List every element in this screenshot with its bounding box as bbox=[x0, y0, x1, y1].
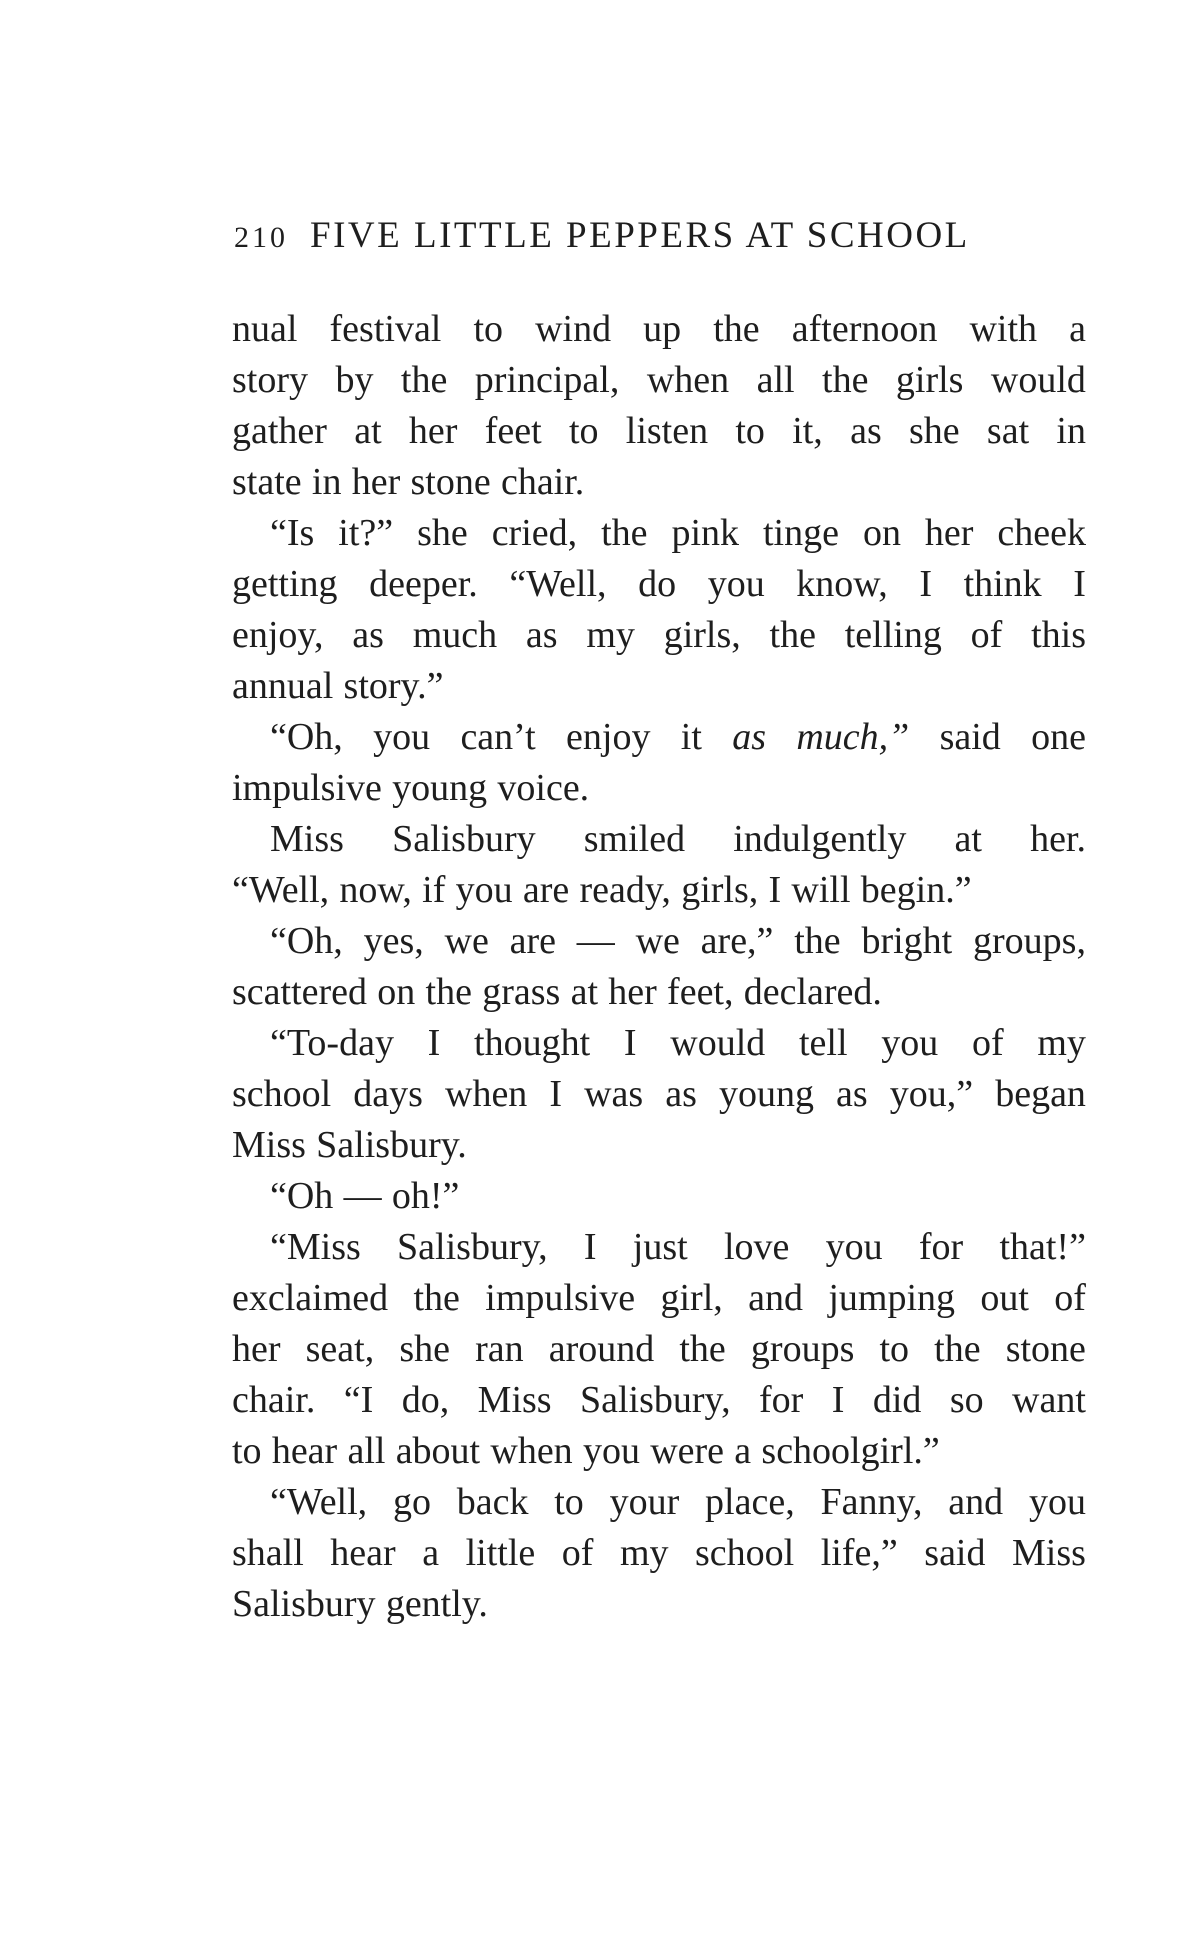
word: “To-day bbox=[270, 1022, 394, 1064]
word: Salisbury, bbox=[397, 1226, 548, 1268]
word: about bbox=[395, 1430, 481, 1472]
word: out bbox=[980, 1277, 1029, 1319]
word: her bbox=[608, 971, 657, 1013]
text-line bbox=[232, 508, 1086, 559]
word: smiled bbox=[583, 818, 686, 860]
text-line bbox=[232, 712, 1086, 763]
word: on bbox=[862, 512, 901, 554]
word: as bbox=[850, 410, 882, 452]
word: “Well, bbox=[509, 563, 607, 605]
word: thought bbox=[474, 1022, 591, 1064]
word: ready, bbox=[579, 869, 671, 911]
word: would bbox=[990, 359, 1086, 401]
word: to bbox=[879, 1328, 910, 1370]
word: indulgently bbox=[733, 818, 907, 860]
word: chair. bbox=[232, 1379, 316, 1421]
text-line bbox=[232, 661, 1086, 712]
word: Miss bbox=[1012, 1532, 1086, 1574]
word: as bbox=[732, 716, 766, 758]
word: in bbox=[1056, 410, 1086, 452]
word: feet, bbox=[667, 971, 734, 1013]
word: my bbox=[586, 614, 635, 656]
word: Miss bbox=[270, 818, 344, 860]
word: you bbox=[707, 563, 765, 605]
word: just bbox=[632, 1226, 688, 1268]
word: Miss bbox=[477, 1379, 552, 1421]
word: wind bbox=[535, 308, 612, 350]
word: state bbox=[232, 461, 302, 503]
word: much bbox=[412, 614, 498, 656]
word: you,” bbox=[889, 1073, 974, 1115]
word: said bbox=[939, 716, 1001, 758]
word: days bbox=[353, 1073, 423, 1115]
body-text bbox=[232, 304, 1086, 1630]
word: my bbox=[1037, 1022, 1086, 1064]
word: ran bbox=[475, 1328, 524, 1370]
word: it bbox=[680, 716, 702, 758]
word: Miss bbox=[232, 1124, 306, 1166]
word: sat bbox=[986, 410, 1030, 452]
word: groups, bbox=[973, 920, 1086, 962]
word: exclaimed bbox=[232, 1277, 389, 1319]
word: her bbox=[924, 512, 974, 554]
word: tinge bbox=[763, 512, 839, 554]
word: tell bbox=[798, 1022, 848, 1064]
word: now, bbox=[339, 869, 412, 911]
word: school bbox=[695, 1532, 795, 1574]
word: principal, bbox=[474, 359, 620, 401]
word: on bbox=[377, 971, 416, 1013]
word: you bbox=[582, 1430, 640, 1472]
word: Salisbury. bbox=[316, 1124, 467, 1166]
word: you bbox=[373, 716, 431, 758]
word: groups bbox=[750, 1328, 855, 1370]
word: did bbox=[872, 1379, 922, 1421]
text-line bbox=[232, 865, 1086, 916]
text-line bbox=[232, 1579, 1086, 1630]
word: the bbox=[713, 308, 760, 350]
word: oh!” bbox=[391, 1175, 460, 1217]
word: schoolgirl.” bbox=[761, 1430, 940, 1472]
word: story.” bbox=[343, 665, 444, 707]
word: was bbox=[584, 1073, 644, 1115]
text-line bbox=[232, 1120, 1086, 1171]
text-line bbox=[232, 1324, 1086, 1375]
word: pink bbox=[671, 512, 740, 554]
word: Salisbury bbox=[232, 1583, 376, 1625]
word: at bbox=[354, 410, 382, 452]
word: hear bbox=[330, 1532, 396, 1574]
word: seat, bbox=[305, 1328, 375, 1370]
word: enjoy bbox=[566, 716, 651, 758]
text-line bbox=[232, 814, 1086, 865]
word: story bbox=[232, 359, 308, 401]
word: you bbox=[825, 1226, 883, 1268]
word: “Well, bbox=[232, 869, 330, 911]
word: grass bbox=[482, 971, 561, 1013]
text-line bbox=[232, 1477, 1086, 1528]
word: love bbox=[723, 1226, 790, 1268]
word: the bbox=[413, 1277, 460, 1319]
word: place, bbox=[705, 1481, 795, 1523]
word: her bbox=[408, 410, 458, 452]
word: cheek bbox=[997, 512, 1086, 554]
text-line bbox=[232, 1069, 1086, 1120]
text-line bbox=[232, 1171, 1086, 1222]
word: one bbox=[1031, 716, 1086, 758]
word: will bbox=[791, 869, 851, 911]
word: chair. bbox=[500, 461, 585, 503]
word: nual bbox=[232, 308, 298, 350]
text-line bbox=[232, 406, 1086, 457]
word: voice. bbox=[497, 767, 590, 809]
word: and bbox=[748, 1277, 803, 1319]
word: a bbox=[422, 1532, 440, 1574]
word: when bbox=[490, 1430, 573, 1472]
text-line bbox=[232, 1426, 1086, 1477]
word: a bbox=[734, 1430, 752, 1472]
word: the bbox=[400, 359, 448, 401]
word: I bbox=[919, 563, 932, 605]
word: this bbox=[1031, 614, 1086, 656]
word: it, bbox=[792, 410, 823, 452]
word: of bbox=[561, 1532, 594, 1574]
word: go bbox=[392, 1481, 431, 1523]
word: I bbox=[768, 869, 782, 911]
word: I bbox=[427, 1022, 441, 1064]
word: the bbox=[425, 971, 472, 1013]
word: impulsive bbox=[232, 767, 382, 809]
word: Salisbury bbox=[392, 818, 536, 860]
word: when bbox=[445, 1073, 528, 1115]
word: we bbox=[444, 920, 489, 962]
word: for bbox=[918, 1226, 964, 1268]
running-title: FIVE LITTLE PEPPERS AT SCHOOL bbox=[310, 215, 970, 256]
text-line bbox=[232, 1375, 1086, 1426]
word: bright bbox=[861, 920, 953, 962]
word: stone bbox=[1005, 1328, 1086, 1370]
word: back bbox=[456, 1481, 529, 1523]
word: her bbox=[232, 1328, 281, 1370]
word: little bbox=[465, 1532, 536, 1574]
word: yes, bbox=[363, 920, 424, 962]
text-line bbox=[232, 304, 1086, 355]
word: to bbox=[735, 410, 765, 452]
word: she bbox=[909, 410, 960, 452]
word: — bbox=[576, 920, 615, 962]
word: “Oh, bbox=[270, 920, 343, 962]
word: my bbox=[619, 1532, 669, 1574]
word: the bbox=[601, 512, 648, 554]
word: as bbox=[352, 614, 384, 656]
word: Fanny, bbox=[820, 1481, 923, 1523]
word: around bbox=[548, 1328, 655, 1370]
word: jumping bbox=[828, 1277, 956, 1319]
word: gently. bbox=[385, 1583, 488, 1625]
word: want bbox=[1012, 1379, 1086, 1421]
word: she bbox=[399, 1328, 450, 1370]
word: her. bbox=[1030, 818, 1086, 860]
text-line bbox=[232, 1273, 1086, 1324]
word: life,” bbox=[820, 1532, 898, 1574]
word: you bbox=[1028, 1481, 1086, 1523]
word: “I bbox=[343, 1379, 374, 1421]
word: began bbox=[995, 1073, 1086, 1115]
word: deeper. bbox=[369, 563, 478, 605]
word: Salisbury, bbox=[580, 1379, 731, 1421]
word: declared. bbox=[743, 971, 882, 1013]
word: said bbox=[924, 1532, 986, 1574]
word: in bbox=[311, 461, 342, 503]
word: as bbox=[836, 1073, 868, 1115]
word: to bbox=[568, 410, 599, 452]
word: by bbox=[335, 359, 374, 401]
word: the bbox=[822, 359, 869, 401]
word: do, bbox=[401, 1379, 450, 1421]
word: girls bbox=[895, 359, 964, 401]
word: the bbox=[769, 614, 816, 656]
word: as bbox=[525, 614, 558, 656]
text-line bbox=[232, 457, 1086, 508]
word: “Is bbox=[270, 512, 315, 554]
word: do bbox=[638, 563, 677, 605]
text-line bbox=[232, 1528, 1086, 1579]
word: the bbox=[934, 1328, 981, 1370]
text-line bbox=[232, 610, 1086, 661]
running-head bbox=[234, 214, 1084, 264]
word: I bbox=[583, 1226, 597, 1268]
word: begin.” bbox=[860, 869, 972, 911]
word: to bbox=[473, 308, 504, 350]
word: she bbox=[417, 512, 468, 554]
word: telling bbox=[844, 614, 942, 656]
word: can’t bbox=[460, 716, 536, 758]
word: that!” bbox=[999, 1226, 1086, 1268]
word: I bbox=[549, 1073, 563, 1115]
word: getting bbox=[232, 563, 338, 605]
word: with bbox=[969, 308, 1038, 350]
word: “Miss bbox=[270, 1226, 361, 1268]
word: it?” bbox=[338, 512, 394, 554]
word: up bbox=[643, 308, 682, 350]
word: at bbox=[570, 971, 599, 1013]
word: feet bbox=[484, 410, 542, 452]
word: I bbox=[831, 1379, 845, 1421]
word: girls, bbox=[663, 614, 741, 656]
word: of bbox=[1054, 1277, 1086, 1319]
word: all bbox=[756, 359, 795, 401]
word: annual bbox=[232, 665, 334, 707]
word: you bbox=[881, 1022, 939, 1064]
word: are,” bbox=[700, 920, 774, 962]
word: “Oh, bbox=[270, 716, 343, 758]
text-line bbox=[232, 559, 1086, 610]
word: much,” bbox=[796, 716, 910, 758]
word: her bbox=[351, 461, 401, 503]
word: shall bbox=[232, 1532, 304, 1574]
word: stone bbox=[410, 461, 491, 503]
word: I bbox=[623, 1022, 637, 1064]
word: the bbox=[794, 920, 841, 962]
page-number: 210 bbox=[234, 221, 288, 254]
word: we bbox=[635, 920, 680, 962]
text-line bbox=[232, 916, 1086, 967]
word: and bbox=[948, 1481, 1004, 1523]
word: of bbox=[970, 614, 1003, 656]
word: afternoon bbox=[791, 308, 938, 350]
word: so bbox=[949, 1379, 984, 1421]
word: all bbox=[347, 1430, 386, 1472]
text-line bbox=[232, 355, 1086, 406]
word: I bbox=[1073, 563, 1086, 605]
word: think bbox=[963, 563, 1042, 605]
text-line bbox=[232, 1018, 1086, 1069]
word: impulsive bbox=[485, 1277, 636, 1319]
word: a bbox=[1069, 308, 1086, 350]
word: “Oh bbox=[270, 1175, 334, 1217]
word: hear bbox=[271, 1430, 338, 1472]
word: listen bbox=[625, 410, 709, 452]
word: to bbox=[554, 1481, 584, 1523]
word: girls, bbox=[681, 869, 759, 911]
word: of bbox=[971, 1022, 1004, 1064]
text-line bbox=[232, 967, 1086, 1018]
word: would bbox=[670, 1022, 766, 1064]
text-line bbox=[232, 1222, 1086, 1273]
word: are bbox=[522, 869, 570, 911]
word: “Well, bbox=[270, 1481, 368, 1523]
word: are bbox=[509, 920, 557, 962]
word: cried, bbox=[491, 512, 578, 554]
word: your bbox=[609, 1481, 680, 1523]
word: for bbox=[759, 1379, 804, 1421]
word: when bbox=[646, 359, 730, 401]
word: at bbox=[954, 818, 982, 860]
word: — bbox=[343, 1175, 382, 1217]
word: to bbox=[232, 1430, 262, 1472]
word: gather bbox=[232, 410, 327, 452]
word: girl, bbox=[660, 1277, 723, 1319]
word: the bbox=[679, 1328, 726, 1370]
word: if bbox=[422, 869, 446, 911]
word: enjoy, bbox=[232, 614, 324, 656]
word: school bbox=[232, 1073, 332, 1115]
word: young bbox=[718, 1073, 814, 1115]
word: young bbox=[392, 767, 488, 809]
word: festival bbox=[329, 308, 442, 350]
text-line bbox=[232, 763, 1086, 814]
word: you bbox=[455, 869, 513, 911]
word: scattered bbox=[232, 971, 368, 1013]
word: know, bbox=[796, 563, 888, 605]
word: as bbox=[665, 1073, 697, 1115]
word: were bbox=[650, 1430, 725, 1472]
